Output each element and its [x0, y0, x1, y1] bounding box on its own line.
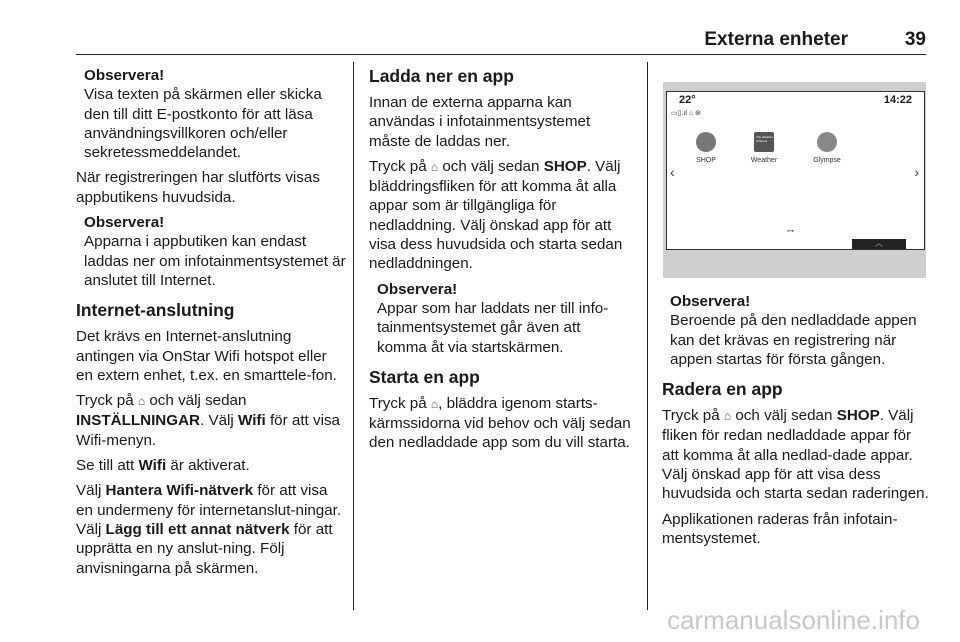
- note-title: Observera!: [84, 67, 165, 84]
- chevron-right-icon: ›: [914, 164, 919, 180]
- header-rule: [76, 54, 926, 55]
- temperature: 22°: [679, 94, 696, 106]
- paragraph: [369, 394, 634, 453]
- menu-term: Wifi: [238, 412, 266, 430]
- note-title: Observera!: [670, 293, 751, 310]
- paragraph: När registreringen har slutförts visas appbutikens huvudsida.: [76, 169, 320, 206]
- paragraph: [76, 391, 346, 450]
- note-text: Apparna i appbutiken kan endast laddas ner om infotainmentsystemet är anslutet till Internet.: [84, 233, 346, 289]
- app-glympse: [802, 132, 852, 164]
- note-title: Observera!: [84, 214, 165, 232]
- menu-term: SHOP: [543, 157, 587, 175]
- text: Tryck på: [662, 407, 724, 425]
- text: . Välj: [200, 412, 239, 430]
- app-label: Glympse: [813, 157, 841, 164]
- text: Tryck på: [76, 392, 138, 410]
- page-header: [76, 29, 926, 50]
- home-icon: ⌂: [723, 409, 732, 424]
- text: Se till att: [76, 457, 139, 475]
- menu-term: Lägg till ett annat nätverk: [105, 520, 290, 538]
- note-text: Appar som har laddats ner till info-tainmentsystemet går även att komma åt via startskärmen.: [377, 299, 609, 356]
- note-box: [76, 213, 346, 290]
- app-weather: [739, 132, 789, 164]
- weather-icon-text: The Weather Channel: [756, 135, 774, 143]
- right-column: [662, 292, 930, 554]
- column-divider: [353, 62, 354, 610]
- note-box: [76, 66, 346, 162]
- home-icon: ⌂: [430, 159, 439, 174]
- chevron-left-icon: ‹: [670, 164, 675, 180]
- text: för att visa Wifi-menyn.: [76, 412, 340, 449]
- note-text: Beroende på den nedladdade appen kan det krävas en registrering när appen startas för första gången.: [670, 312, 917, 368]
- chevron-up-icon: ︿: [875, 239, 883, 248]
- column-divider: [647, 62, 648, 610]
- paragraph: [76, 456, 346, 475]
- text: , bläddra igenom starts-kärmssidorna vid behov och välj sedan den nedladdade app som du vill starta.: [369, 394, 631, 452]
- text: . Välj bläddringsfliken för att komma åt alla appar som är tillgängliga för nedladdning. Välj önskad app för att visa dess huvudsida och starta sedan nedladdningen.: [369, 157, 623, 273]
- page-number: 39: [904, 29, 926, 50]
- app-shop: [681, 132, 731, 164]
- paragraph: Innan de externa apparna kan användas i infotainmentsystemet måste de laddas ner.: [369, 94, 591, 150]
- status-icons: ▭▯.ıl ⌂ ⊛: [671, 110, 701, 117]
- text: är aktiverat.: [166, 457, 250, 475]
- section-heading: Internet-anslutning: [76, 300, 235, 321]
- text: för att visa en undermeny för internetanslut-ningar. Välj: [76, 482, 342, 538]
- paragraph: [76, 481, 346, 577]
- screen-display: [666, 91, 925, 250]
- middle-column: [369, 66, 634, 459]
- section-heading: Radera en app: [662, 379, 783, 400]
- text: Välj: [76, 482, 106, 500]
- left-column: [76, 66, 346, 584]
- note-text: Visa texten på skärmen eller skicka den till ditt E-postkonto för att läsa användningsvillkoren och/eller sekretessmeddelandet.: [84, 86, 322, 162]
- text: Tryck på: [369, 394, 431, 412]
- watermark: carmanualsonline.info: [667, 605, 920, 635]
- home-icon: ⌂: [137, 394, 146, 409]
- text: och välj sedan: [438, 157, 544, 175]
- text: och välj sedan: [731, 407, 837, 425]
- menu-term: Wifi: [138, 457, 167, 475]
- chapter-title: Externa enheter: [704, 29, 848, 50]
- infotainment-screen-illustration: [663, 82, 926, 278]
- section-heading: Ladda ner en app: [369, 66, 514, 86]
- clock: 14:22: [883, 94, 912, 106]
- home-icon: ⌂: [430, 396, 439, 411]
- note-box: [369, 280, 634, 357]
- weather-channel-icon: [754, 132, 774, 152]
- text: för att upprätta en ny anslut-ning. Följ anvisningarna på skärmen.: [76, 520, 333, 577]
- app-label: Weather: [750, 157, 778, 164]
- menu-term: SHOP: [836, 407, 880, 425]
- paragraph: [662, 406, 930, 503]
- paragraph: Det krävs en Internet-anslutning antingen via OnStar Wifi hotspot eller en extern enhet, t.ex. en smarttele-fon.: [76, 328, 337, 384]
- page-indicator-icon: ⊶: [787, 228, 794, 235]
- text: . Välj fliken för redan nedladdade appar för att komma åt alla nedlad-dade appar. Välj önskad app för att visa dess huvudsida och starta sedan raderingen.: [662, 407, 929, 503]
- note-title: Observera!: [377, 280, 458, 298]
- menu-term: Hantera Wifi-nätverk: [105, 482, 254, 500]
- glympse-icon: [817, 132, 837, 152]
- section-heading: Starta en app: [369, 366, 480, 387]
- paragraph: Applikationen raderas från infotain-mentsystemet.: [662, 510, 898, 547]
- shop-icon: [696, 132, 716, 152]
- expand-tab: [852, 239, 906, 249]
- paragraph: [369, 157, 634, 274]
- menu-term: INSTÄLLNINGAR: [76, 412, 201, 430]
- app-label: SHOP: [696, 157, 716, 164]
- note-box: [662, 292, 930, 369]
- text: och välj sedan: [145, 392, 247, 410]
- text: Tryck på: [369, 157, 431, 175]
